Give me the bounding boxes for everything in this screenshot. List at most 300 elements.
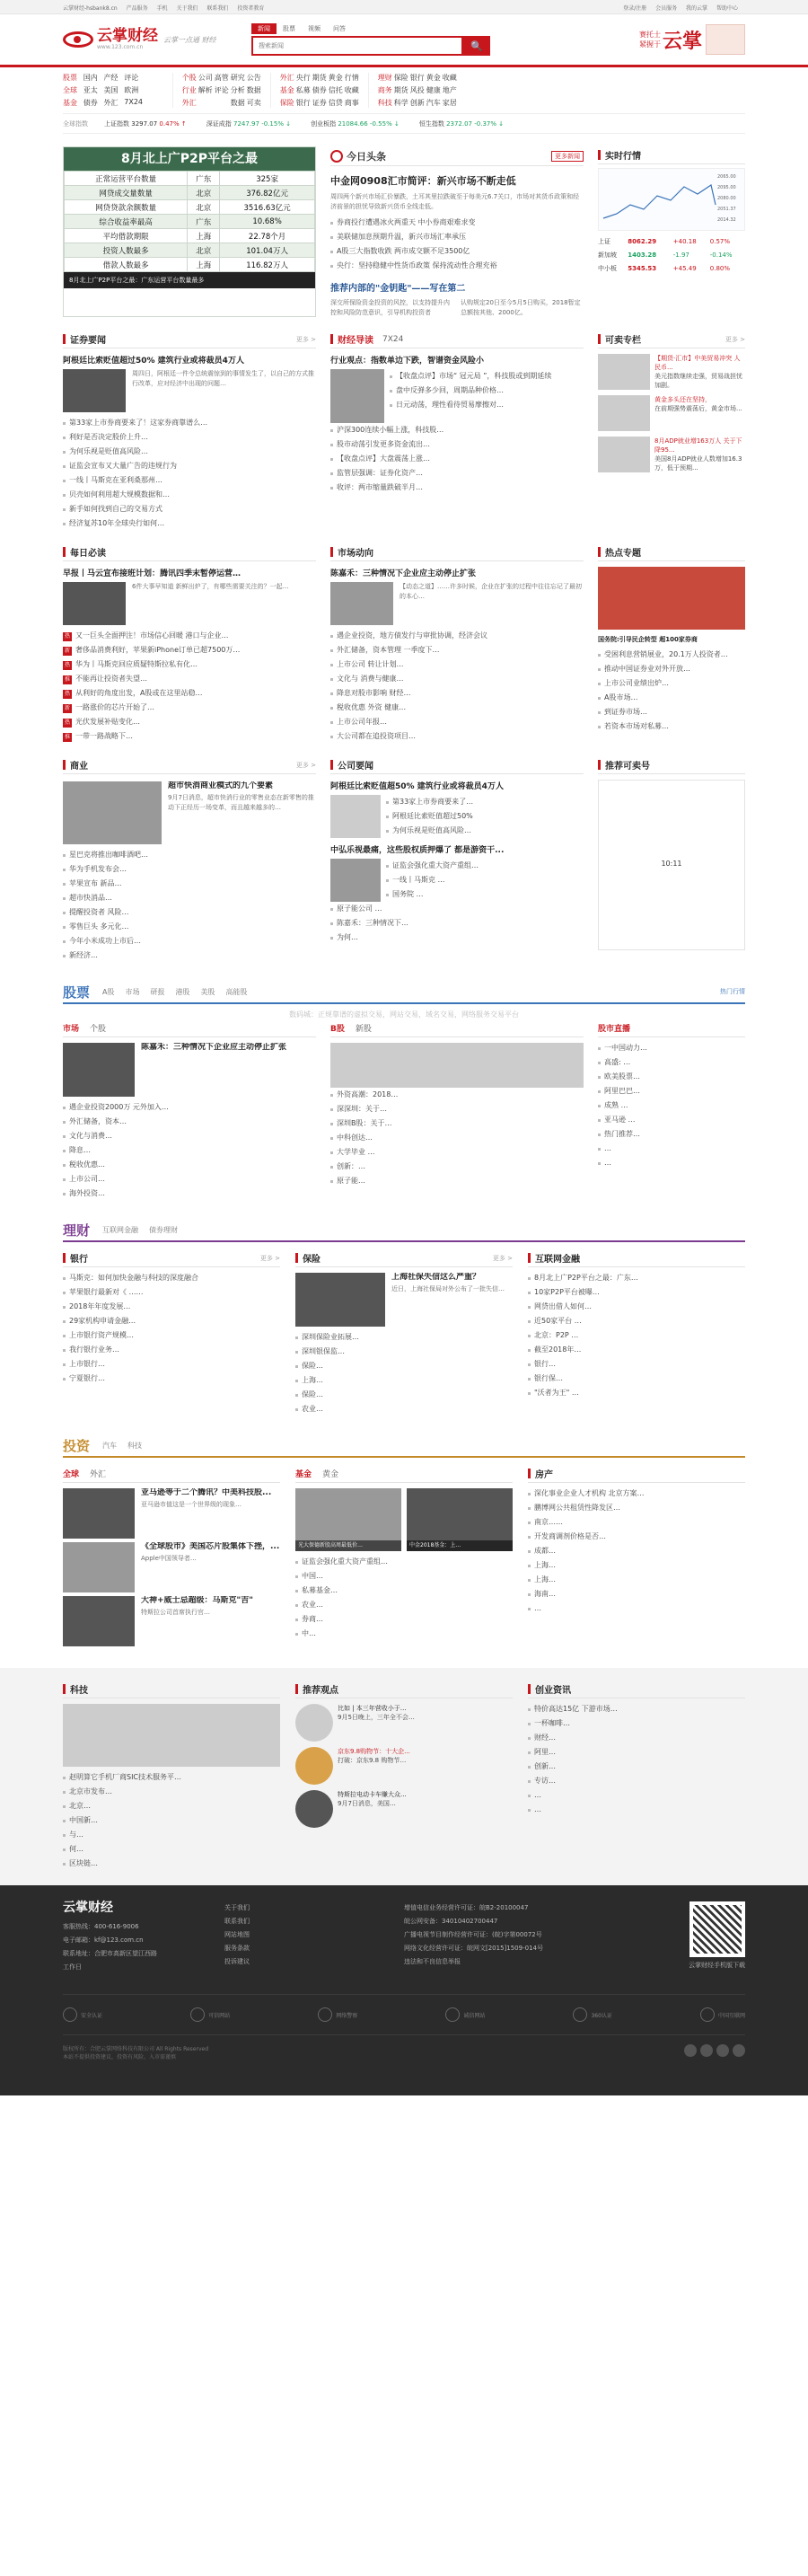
- topic-caption[interactable]: 国务院:引导民企转型 超100家券商: [598, 636, 698, 643]
- nav-item[interactable]: 亚太: [83, 86, 98, 94]
- nav-item[interactable]: 外汇: [181, 99, 197, 107]
- nav-item[interactable]: 基金: [63, 99, 77, 107]
- list-item[interactable]: A股三大指数收跌 两市成交额不足3500亿: [330, 244, 584, 259]
- list-item[interactable]: 第33家上市券商要来了…: [386, 795, 584, 809]
- badge-icon[interactable]: 诚信网站: [445, 2007, 485, 2022]
- news-image[interactable]: [63, 1043, 135, 1097]
- list-item[interactable]: 深化事业企业人才机构 北京方案…: [528, 1486, 745, 1501]
- list-item[interactable]: 一线丨马斯克在亚利桑那州…: [63, 473, 316, 488]
- list-item[interactable]: 中国…: [295, 1569, 513, 1584]
- nav-item[interactable]: 研究: [230, 74, 245, 82]
- list-item[interactable]: 深圳银保监…: [295, 1345, 513, 1359]
- band-tab[interactable]: 高能股: [225, 987, 248, 996]
- list-item[interactable]: 原子能…: [330, 1174, 584, 1188]
- list-item[interactable]: 近50家平台 …: [528, 1314, 745, 1328]
- nav-item[interactable]: 信贷: [328, 99, 343, 107]
- list-item[interactable]: 一线丨马斯克 …: [386, 873, 584, 887]
- nav-item[interactable]: 高管: [214, 74, 229, 82]
- nav-item[interactable]: 商事: [344, 99, 359, 107]
- list-item[interactable]: 何…: [63, 1842, 280, 1857]
- list-item[interactable]: 陈嘉禾：三种情况下…: [330, 916, 584, 931]
- list-item[interactable]: 专访…: [528, 1774, 745, 1788]
- list-item[interactable]: 银行保…: [528, 1372, 745, 1386]
- top-link[interactable]: 会员服务: [655, 4, 678, 12]
- list-item[interactable]: 为何乐视是贬值高风险…: [386, 824, 584, 838]
- list-item[interactable]: 今年小米成功上市后…: [63, 934, 316, 948]
- more-link[interactable]: 更多 >: [492, 1254, 513, 1262]
- list-item[interactable]: 受困利息营销展业，20.1万人投资者…: [598, 648, 745, 662]
- nav-item[interactable]: 黄金: [328, 74, 343, 82]
- list-item[interactable]: 上市公司…: [63, 1172, 316, 1187]
- list-item[interactable]: 央行：坚持稳健中性货币政策 保持流动性合理充裕: [330, 259, 584, 273]
- section-headline[interactable]: 行业观点：指数单边下跌，智谱资金风险小: [330, 357, 485, 366]
- toutiao-more-button[interactable]: 更多新闻: [551, 151, 584, 162]
- news-image[interactable]: [330, 1043, 584, 1088]
- list-item[interactable]: 私募基金…: [295, 1584, 513, 1598]
- list-item[interactable]: 原子能公司 …: [330, 902, 584, 916]
- list-item[interactable]: 苹果宣布 新品…: [63, 877, 316, 891]
- tab-gold[interactable]: 黄金: [322, 1470, 339, 1479]
- badge-icon[interactable]: 可信网站: [190, 2007, 230, 2022]
- band-tab[interactable]: 市场: [125, 987, 140, 996]
- list-item[interactable]: 上市银行…: [63, 1357, 280, 1372]
- nav-item[interactable]: 债券: [312, 86, 327, 94]
- top-link[interactable]: 联系我们: [206, 4, 229, 12]
- list-item[interactable]: 2018年年度发展…: [63, 1300, 280, 1314]
- nav-item[interactable]: 科技: [377, 99, 392, 107]
- section-headline[interactable]: 早报丨马云宣布接班计划：腾讯四季末暂停运营…: [63, 569, 242, 578]
- list-item[interactable]: 推 不能再让投资者失望…: [65, 675, 148, 683]
- list-item[interactable]: 农业…: [295, 1402, 513, 1416]
- nav-item[interactable]: 保险: [393, 74, 408, 82]
- list-item[interactable]: 证监会强化重大资产重组…: [295, 1555, 513, 1569]
- search-icon[interactable]: 🔍: [463, 36, 490, 56]
- band-tab[interactable]: 债券理财: [149, 1225, 179, 1234]
- list-item[interactable]: 利好是否决定股价上升…: [63, 430, 316, 445]
- qq-icon[interactable]: [716, 2044, 729, 2057]
- list-item[interactable]: 券商投行遭遇冰火两重天 中小券商艰难求变: [330, 216, 584, 230]
- list-item[interactable]: 税收优惠…: [63, 1158, 316, 1172]
- nav-item[interactable]: 全球: [63, 86, 77, 94]
- list-item[interactable]: 股市动荡引发更多资金流出…: [330, 437, 584, 452]
- wechat-icon[interactable]: [700, 2044, 713, 2057]
- list-item[interactable]: 赵明算它手机厂商SIC技术服务平…: [63, 1770, 280, 1785]
- band-right-link[interactable]: 热门行情: [720, 988, 745, 995]
- nav-item[interactable]: 债券: [83, 99, 98, 107]
- nav-item[interactable]: 收藏: [344, 86, 359, 94]
- footer-logo[interactable]: 云掌财经: [63, 1901, 113, 1915]
- nav-item[interactable]: 信托: [328, 86, 343, 94]
- list-item[interactable]: 国务院 …: [386, 887, 584, 902]
- nav-item[interactable]: 央行: [295, 74, 311, 82]
- list-item[interactable]: 【收盘点评】市场“ 冠元局 ”，科技股或到期延续: [390, 369, 584, 384]
- list-item[interactable]: 亚马逊 …: [598, 1113, 745, 1127]
- list-item[interactable]: 苹果银行最新对《 ……: [63, 1285, 280, 1300]
- footer-email[interactable]: 电子邮箱：kf@123.com.cn: [63, 1936, 144, 1944]
- list-item[interactable]: 高盛: …: [598, 1055, 745, 1070]
- nav-item[interactable]: 个股: [181, 74, 197, 82]
- list-item[interactable]: 降息…: [63, 1143, 316, 1158]
- list-item[interactable]: 创新…: [528, 1760, 745, 1774]
- list-item[interactable]: 截至2018年…: [528, 1343, 745, 1357]
- band-tab[interactable]: 港股: [175, 987, 190, 996]
- footer-report-link[interactable]: 违法和不良信息举报: [404, 1958, 461, 1965]
- recommend-box[interactable]: [598, 780, 745, 950]
- list-item[interactable]: 热 光伏发展补贴变化…: [65, 718, 141, 726]
- list-item[interactable]: 为何…: [330, 931, 584, 945]
- list-item[interactable]: 为何乐视是贬值高风险…: [63, 445, 316, 459]
- list-item[interactable]: …: [598, 1156, 745, 1170]
- top-link[interactable]: 产品服务: [126, 4, 148, 12]
- search-input[interactable]: [251, 36, 463, 56]
- nav-item[interactable]: 私募: [295, 86, 311, 94]
- list-item[interactable]: 北京：P2P …: [528, 1328, 745, 1343]
- list-item[interactable]: 新手如何找到自己的交易方式: [63, 502, 316, 516]
- nav-item[interactable]: 公司: [198, 74, 213, 82]
- list-item[interactable]: 超市快消品…: [63, 891, 316, 905]
- list-item[interactable]: 南京……: [528, 1515, 745, 1530]
- list-item[interactable]: 经济复苏10年全球央行如何…: [63, 516, 316, 531]
- feature-headline[interactable]: 陈嘉禾：三种情况下企业应主动停止扩张: [141, 1043, 287, 1052]
- list-item[interactable]: 【收盘点评】大盘震荡上涨…: [330, 452, 584, 466]
- list-item[interactable]: 外汇储备，资本…: [63, 1115, 316, 1129]
- footer-link[interactable]: 服务条款: [224, 1945, 250, 1952]
- tab-market[interactable]: 市场: [63, 1025, 80, 1034]
- list-item[interactable]: 深圳保险业拓展…: [295, 1330, 513, 1345]
- nav-item[interactable]: 证券: [312, 99, 327, 107]
- list-item[interactable]: 到证券市场…: [598, 705, 745, 719]
- list-item[interactable]: 阿根廷比索贬值超过50%: [386, 809, 584, 824]
- nav-item[interactable]: 科学: [393, 99, 408, 107]
- feature-headline[interactable]: 上海社保失信这么严重？: [391, 1273, 481, 1282]
- tab-ipo[interactable]: 新股: [355, 1025, 372, 1034]
- list-item[interactable]: 上市银行资产规模…: [63, 1328, 280, 1343]
- nav-item[interactable]: 美国: [103, 86, 119, 94]
- list-item[interactable]: 网贷出借人如何…: [528, 1300, 745, 1314]
- top-link[interactable]: 我的云掌: [686, 4, 708, 12]
- nav-item[interactable]: 欧洲: [124, 86, 139, 94]
- nav-item[interactable]: 7X24: [124, 98, 143, 106]
- nav-item[interactable]: 数据: [230, 99, 245, 107]
- toutiao-headline-2[interactable]: 推荐内部的"金钥匙"——写在第二: [330, 284, 466, 294]
- list-item[interactable]: 财经…: [528, 1731, 745, 1745]
- list-item[interactable]: 区块链…: [63, 1857, 280, 1871]
- list-item[interactable]: 北京市发布…: [63, 1785, 280, 1799]
- list-item[interactable]: 海外投资…: [63, 1187, 316, 1201]
- p2p-banner[interactable]: [63, 146, 316, 317]
- list-item[interactable]: 中国新…: [63, 1813, 280, 1828]
- list-item[interactable]: 我行银行业务…: [63, 1343, 280, 1357]
- news-image[interactable]: [295, 1273, 385, 1327]
- nav-item[interactable]: 产经: [103, 74, 119, 82]
- footer-link[interactable]: 关于我们: [224, 1904, 250, 1911]
- list-item[interactable]: 10家P2P平台被曝…: [528, 1285, 745, 1300]
- tab-fx[interactable]: 外汇: [90, 1470, 107, 1479]
- opinion-item[interactable]: 比如 | 本三年营收小于… 9月5日晚上，三年全不会…: [295, 1704, 513, 1742]
- list-item[interactable]: 美联储加息预期升温，新兴市场汇率承压: [330, 230, 584, 244]
- list-item[interactable]: 中…: [295, 1627, 513, 1641]
- list-item[interactable]: 第33家上市券商要来了！这家券商靠谱么…: [63, 416, 316, 430]
- list-item[interactable]: 与…: [63, 1828, 280, 1842]
- opinion-item[interactable]: 特斯拉电动卡车赚大众... 9月7日消息，美国…: [295, 1790, 513, 1828]
- list-item[interactable]: 深圳B股：关于…: [330, 1116, 584, 1131]
- list-item[interactable]: 上市公司业绩出炉…: [598, 676, 745, 691]
- nav-item[interactable]: 分析: [230, 86, 245, 94]
- nav-item[interactable]: 国内: [83, 74, 98, 82]
- nav-item[interactable]: 商务: [377, 86, 392, 94]
- section-headline[interactable]: 中弘乐视最痛，这些股权质押爆了 都是游资干...: [330, 846, 505, 855]
- list-item[interactable]: 29家机构申请金融…: [63, 1314, 280, 1328]
- nav-item[interactable]: 汽车: [426, 99, 441, 107]
- ticker-item[interactable]: 恒生指数 2372.07 -0.37% ↓: [418, 119, 505, 128]
- badge-icon[interactable]: 安全认证: [63, 2007, 102, 2022]
- news-image[interactable]: 光大保德新股高周最低价…: [295, 1488, 401, 1551]
- list-item[interactable]: 特价高达15亿 下游市场…: [528, 1702, 745, 1716]
- list-item[interactable]: 马斯克：如何加快金融与科技的深度融合: [63, 1271, 280, 1285]
- nav-item[interactable]: 银行: [295, 99, 311, 107]
- list-item[interactable]: …: [528, 1803, 745, 1817]
- list-item[interactable]: 保险…: [295, 1359, 513, 1373]
- nav-item[interactable]: 行业: [181, 86, 197, 94]
- list-item[interactable]: 新 奢侈品消费利好，苹果新iPhone订单已超7500万…: [65, 646, 241, 654]
- nav-item[interactable]: 可卖: [246, 99, 261, 107]
- list-item[interactable]: 华为手机发布会…: [63, 862, 316, 877]
- band-tab[interactable]: 科技: [127, 1441, 143, 1450]
- band-tab[interactable]: 美股: [200, 987, 215, 996]
- nav-item[interactable]: 外汇: [103, 99, 119, 107]
- list-item[interactable]: 热 从利好的角度出发，A股或在这里站稳…: [65, 689, 203, 697]
- news-image[interactable]: [63, 369, 126, 412]
- nav-item[interactable]: 评论: [214, 86, 229, 94]
- login-link[interactable]: 登录/注册: [623, 4, 647, 12]
- ticker-item[interactable]: 上证指数 3297.07 0.47% ↑: [104, 119, 187, 128]
- header-ad[interactable]: [639, 24, 745, 55]
- nav-item[interactable]: 评论: [124, 74, 139, 82]
- more-link[interactable]: 更多 >: [725, 335, 745, 343]
- list-item[interactable]: 文化与 消费与健康…: [330, 672, 584, 686]
- list-item[interactable]: 盘中反弹多少回，周期品种价格…: [390, 384, 584, 398]
- nav-item[interactable]: 黄金: [426, 74, 441, 82]
- list-item[interactable]: 遇企业投资，地方债发行与审批协调，经济会议: [330, 629, 584, 643]
- more-link[interactable]: 更多 >: [295, 335, 316, 343]
- list-item[interactable]: 新 一路涨价的芯片开始了…: [65, 703, 155, 711]
- nav-item[interactable]: 风投: [409, 86, 425, 94]
- list-item[interactable]: 宁夏银行…: [63, 1372, 280, 1386]
- list-item[interactable]: 上市公司年报…: [330, 715, 584, 729]
- section-headline[interactable]: 阿根廷比索贬值超过50% 建筑行业或将裁员4万人: [63, 357, 244, 366]
- more-link[interactable]: 更多 >: [259, 1254, 280, 1262]
- news-image[interactable]: [63, 582, 126, 625]
- list-item[interactable]: …: [598, 1142, 745, 1156]
- news-image[interactable]: [63, 1704, 280, 1767]
- list-item[interactable]: 监管层强调：证券化资产…: [330, 466, 584, 481]
- search-tab-stock[interactable]: 股票: [283, 25, 295, 32]
- section-headline[interactable]: 阿根廷比索贬值超50% 建筑行业或将裁员4万人: [330, 782, 504, 791]
- footer-link[interactable]: 投诉建议: [224, 1958, 250, 1965]
- list-item[interactable]: 北京…: [63, 1799, 280, 1813]
- list-item[interactable]: 成熟 …: [598, 1098, 745, 1113]
- topic-image[interactable]: [598, 567, 745, 630]
- list-item[interactable]: 遇企业投资2000万 元外加入…: [63, 1100, 316, 1115]
- list-item[interactable]: 提醒投资者 风险…: [63, 905, 316, 920]
- footer-link[interactable]: 联系我们: [224, 1918, 250, 1925]
- nav-item[interactable]: 行情: [344, 74, 359, 82]
- svg-text:2095.00: 2095.00: [717, 185, 736, 190]
- list-item[interactable]: 证监会强化重大资产重组…: [386, 859, 584, 873]
- news-image[interactable]: [63, 1488, 135, 1539]
- list-item[interactable]: 海南…: [528, 1587, 745, 1601]
- list-item[interactable]: 欧美股票…: [598, 1070, 745, 1084]
- weibo-icon[interactable]: [684, 2044, 697, 2057]
- news-image[interactable]: [63, 1542, 135, 1592]
- list-item[interactable]: 鹏博网公共租赁性降发区…: [528, 1501, 745, 1515]
- list-item[interactable]: 收评：两市缩量跌破半月…: [330, 481, 584, 495]
- opinion-item[interactable]: 京东9.8购物节：十大企... 打破：京东9.8 购物节…: [295, 1747, 513, 1785]
- list-item[interactable]: "沃者为王" …: [528, 1386, 745, 1400]
- list-item[interactable]: 上海…: [295, 1373, 513, 1388]
- list-item[interactable]: 成都…: [528, 1544, 745, 1558]
- top-link[interactable]: 帮助中心: [716, 4, 738, 12]
- list-item[interactable]: 税收优惠 外资 健康…: [330, 701, 584, 715]
- p2p-cell: 网贷贷款余额数量: [65, 200, 188, 215]
- column-item[interactable]: 【期货·汇市】中美贸易冲突 人民币... 美元指数继续走强，贸易战担忧加剧。: [598, 354, 745, 390]
- column-item[interactable]: 8月ADP就业增163万人 关于下降95... 美国8月ADP就业人数增加16.3万，低于预期...: [598, 437, 745, 472]
- badge-icon[interactable]: 网络警察: [318, 2007, 357, 2022]
- list-item[interactable]: 阿里巴巴…: [598, 1084, 745, 1098]
- toutiao-headline[interactable]: 中金网0908汇市简评：新兴市场不断走低: [330, 175, 516, 187]
- tab-global[interactable]: 全球: [63, 1470, 80, 1479]
- badge-icon[interactable]: 360认证: [573, 2007, 611, 2022]
- site-logo[interactable]: [63, 29, 233, 50]
- news-image[interactable]: [330, 582, 393, 625]
- ticker-item[interactable]: 创业板指 21084.66 -0.55% ↓: [311, 119, 400, 128]
- market-chart[interactable]: [598, 168, 745, 231]
- search-tab-video[interactable]: 视频: [308, 25, 321, 32]
- list-item[interactable]: 零售巨头 多元化…: [63, 920, 316, 934]
- top-link[interactable]: 投资者教育: [237, 4, 265, 12]
- news-image[interactable]: [330, 369, 384, 423]
- nav-item[interactable]: 保险: [279, 99, 294, 107]
- list-item[interactable]: A股市场…: [598, 691, 745, 705]
- nav-item[interactable]: 理财: [377, 74, 392, 82]
- nav-item[interactable]: 数据: [246, 86, 261, 94]
- list-item[interactable]: 星巴克将推出咖啡酒吧…: [63, 848, 316, 862]
- nav-item[interactable]: 外汇: [279, 74, 294, 82]
- list-item[interactable]: 上海…: [528, 1558, 745, 1573]
- list-item[interactable]: 新经济…: [63, 948, 316, 963]
- list-item[interactable]: 外资高潮：2018…: [330, 1088, 584, 1102]
- column-item[interactable]: 黄金多头还在坚持， 在前期强势震荡后，黄金市场...: [598, 395, 745, 431]
- list-item[interactable]: 一中国动力…: [598, 1041, 745, 1055]
- list-item[interactable]: 8月北上广P2P平台之最：广东…: [528, 1271, 745, 1285]
- search-tab-qa[interactable]: 问答: [333, 25, 346, 32]
- list-item[interactable]: 大学毕业 …: [330, 1145, 584, 1160]
- market-row[interactable]: 中小板 5345.53 +45.49 0.80%: [598, 264, 731, 272]
- nav-item[interactable]: 基金: [279, 86, 294, 94]
- list-item[interactable]: 银行…: [528, 1357, 745, 1372]
- top-link[interactable]: 云掌财经-hsbank8.cn: [63, 4, 118, 12]
- list-item[interactable]: 外汇储备，资本管理 一季度下…: [330, 643, 584, 657]
- list-item[interactable]: 贝壳如何利用超大规模数据和…: [63, 488, 316, 502]
- list-item[interactable]: 一杯咖啡…: [528, 1716, 745, 1731]
- nav-item[interactable]: 期货: [393, 86, 408, 94]
- list-item[interactable]: 中科创达…: [330, 1131, 584, 1145]
- list-item[interactable]: 沪深300连续小幅上涨，科技股…: [330, 423, 584, 437]
- list-item[interactable]: 创新：…: [330, 1160, 584, 1174]
- band-tab[interactable]: 汽车: [102, 1441, 118, 1450]
- list-item[interactable]: 推动中国证券业对外开放…: [598, 662, 745, 676]
- market-row[interactable]: 上证 8062.29 +40.18 0.57%: [598, 237, 731, 245]
- ticker-item[interactable]: 深证成指 7247.97 -0.15% ↓: [206, 119, 292, 128]
- mail-icon[interactable]: [733, 2044, 745, 2057]
- list-item[interactable]: 上海…: [528, 1573, 745, 1587]
- nav-item[interactable]: 股票: [63, 74, 77, 82]
- search-tab-news[interactable]: 新闻: [251, 23, 277, 34]
- tab-live[interactable]: 股市直播: [598, 1025, 631, 1034]
- tab-stock[interactable]: 个股: [90, 1025, 107, 1034]
- list-item[interactable]: 热 华为丨马斯克回应质疑特斯拉私有化…: [65, 660, 198, 668]
- more-link[interactable]: 更多 >: [295, 761, 316, 769]
- list-item[interactable]: 推 一带一路战略下…: [65, 732, 134, 740]
- nav-item[interactable]: 解析: [198, 86, 213, 94]
- top-link[interactable]: 手机: [156, 4, 168, 12]
- section-subtab[interactable]: 7X24: [382, 334, 404, 344]
- tab-fund[interactable]: 基金: [295, 1470, 312, 1479]
- footer-link[interactable]: 网站地图: [224, 1931, 250, 1938]
- tab-bshare[interactable]: B股: [330, 1025, 345, 1034]
- section-headline[interactable]: 陈嘉禾：三种情况下企业应主动停止扩张: [330, 569, 477, 578]
- list-item[interactable]: 阿里…: [528, 1745, 745, 1760]
- nav-item[interactable]: 创新: [409, 99, 425, 107]
- nav-item[interactable]: 健康: [426, 86, 441, 94]
- news-image[interactable]: [330, 859, 381, 902]
- badge-icon[interactable]: 中国互联网: [700, 2007, 745, 2022]
- band-tab[interactable]: A股: [102, 987, 115, 996]
- nav-item[interactable]: 收藏: [442, 74, 457, 82]
- nav-item[interactable]: 公告: [246, 74, 261, 82]
- nav-item[interactable]: 期货: [312, 74, 327, 82]
- list-item[interactable]: …: [528, 1601, 745, 1616]
- list-item[interactable]: 降息对股市影响 财经…: [330, 686, 584, 701]
- news-image[interactable]: [63, 1596, 135, 1646]
- list-item[interactable]: 深深圳：关于…: [330, 1102, 584, 1116]
- nav-item[interactable]: 家居: [442, 99, 457, 107]
- news-image[interactable]: [330, 795, 381, 838]
- market-row[interactable]: 新加坡 1403.28 -1.97 -0.14%: [598, 251, 733, 259]
- band-tab[interactable]: 研报: [150, 987, 165, 996]
- feature-headline[interactable]: 超市快消商业模式的九个要素: [168, 781, 274, 790]
- nav-item[interactable]: 地产: [442, 86, 457, 94]
- list-item[interactable]: 文化与消费…: [63, 1129, 316, 1143]
- list-item[interactable]: 证监会宣布又大量广告的违规行为: [63, 459, 316, 473]
- list-item[interactable]: 若资本市场对私募…: [598, 719, 745, 734]
- news-image[interactable]: 中金2018基金：上…: [407, 1488, 513, 1551]
- list-item[interactable]: 开发商调剂价格是否…: [528, 1530, 745, 1544]
- list-item[interactable]: 大公司都在追投资项目…: [330, 729, 584, 744]
- list-item[interactable]: 券商…: [295, 1612, 513, 1627]
- top-link[interactable]: 关于我们: [176, 4, 198, 12]
- nav-item[interactable]: 银行: [409, 74, 425, 82]
- list-item[interactable]: 日元动荡，理性看待贸易摩擦对…: [390, 398, 584, 412]
- list-item[interactable]: 保险…: [295, 1388, 513, 1402]
- band-tab[interactable]: 互联网金融: [102, 1225, 139, 1234]
- list-item[interactable]: 热门推荐…: [598, 1127, 745, 1142]
- list-item[interactable]: 热 又一巨头全面押注！市场信心回暖 港口与企业…: [65, 631, 229, 640]
- list-item[interactable]: 农业…: [295, 1598, 513, 1612]
- list-item[interactable]: …: [528, 1788, 745, 1803]
- list-item[interactable]: 上市公司 转让计划…: [330, 657, 584, 672]
- news-image[interactable]: [63, 781, 162, 844]
